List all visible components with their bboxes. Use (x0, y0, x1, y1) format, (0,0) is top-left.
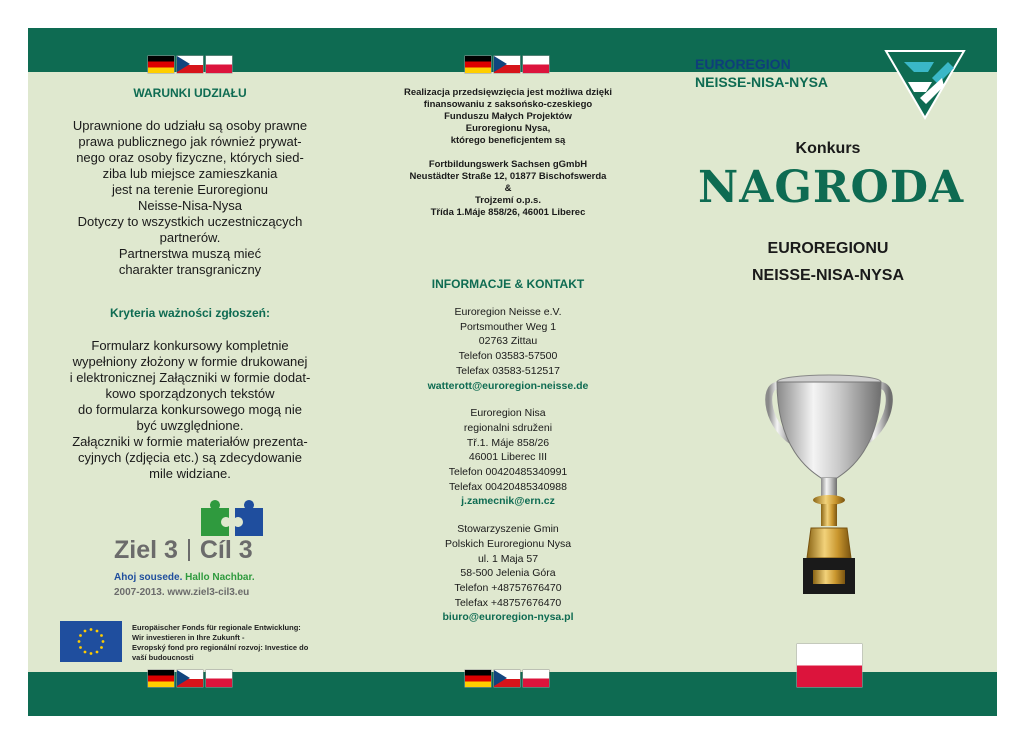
funding-line: którego beneficjentem są (450, 135, 566, 146)
subtitle-line1: EUROREGIONU (767, 240, 889, 257)
contact-line: ul. 1 Maja 57 (477, 552, 539, 565)
ziel3-url: 2007-2013. www.ziel3-cil3.eu (114, 587, 250, 598)
beneficiary-line: Třída 1.Máje 858/26, 46001 Liberec (430, 207, 586, 218)
eu-line: Wir investieren in Ihre Zukunft - (132, 633, 245, 642)
flag-de-icon (148, 670, 174, 687)
contact-line: 58-500 Jelenia Góra (460, 567, 556, 580)
flags-bottom-middle (465, 670, 549, 687)
contact-line: Tř.1. Máje 858/26 (466, 436, 550, 449)
funding-line: Funduszu Małych Projektów (444, 111, 572, 122)
subtitle (698, 235, 958, 289)
cil3-word: Cíl 3 (199, 536, 253, 564)
flags-top-middle (465, 56, 549, 73)
main-title: NAGRODA (698, 162, 965, 213)
criteria-line: do formularza konkursowego mogą nie (77, 402, 302, 417)
brochure-sheet (28, 28, 997, 716)
contact-line: Telefax 03583-512517 (456, 364, 560, 377)
left-column (50, 86, 330, 482)
beneficiary-text (378, 159, 638, 219)
org-name (695, 55, 828, 91)
eu-stars (60, 621, 122, 662)
flag-pl-large-icon (797, 644, 862, 687)
criteria-heading: Kryteria ważności zgłoszeń: (109, 306, 271, 320)
criteria-line: i elektronicznej Załączniki w formie dodat- (69, 370, 311, 385)
flag-de-icon (465, 670, 491, 687)
beneficiary-line: & (504, 183, 512, 194)
email-link-pl[interactable]: biuro@euroregion-nysa.pl (442, 611, 574, 624)
beneficiary-line: Trojzemí o.p.s. (475, 195, 541, 206)
puzzle-icon (197, 498, 277, 540)
conditions-text (50, 118, 330, 278)
email-link-cz[interactable]: j.zamecnik@ern.cz (461, 495, 555, 508)
contact-line: Telefon +48757676470 (454, 581, 562, 594)
contact-line: 02763 Zittau (478, 335, 538, 348)
contact-line: Telefon 00420485340991 (448, 466, 568, 479)
contact-line: Euroregion Neisse e.V. (454, 306, 562, 318)
org-line2: NEISSE-NISA-NYSA (695, 74, 829, 90)
contact-pl (378, 522, 638, 625)
contact-line: Telefon 03583-57500 (458, 350, 558, 363)
ziel3-wordmark (114, 536, 253, 565)
flag-pl-icon (206, 670, 232, 687)
eu-line: vaší budoucnosti (132, 653, 194, 662)
flag-pl-icon (206, 56, 232, 73)
criteria-line: być uwzględnione. (136, 418, 244, 433)
flags-top-left (148, 56, 232, 73)
contact-heading: INFORMACJE & KONTAKT (431, 277, 585, 291)
contact-line: Telefax 00420485340988 (449, 480, 567, 493)
slogan-de: Hallo Nachbar. (185, 572, 255, 583)
criteria-line: cyjnych (zdjęcia etc.) są zdecydowanie (78, 450, 302, 465)
ziel3-slogan (114, 572, 255, 583)
conditions-line: Uprawnione do udziału są osoby prawne (72, 118, 308, 133)
conditions-line: Dotyczy to wszystkich uczestniczących (77, 214, 303, 229)
middle-column (378, 87, 638, 625)
contact-line: Euroregion Nisa (470, 407, 546, 420)
contact-line: Portsmouther Weg 1 (459, 320, 557, 333)
criteria-line: mile widziane. (149, 466, 231, 481)
conditions-line: charakter transgraniczny (118, 262, 262, 277)
email-link-de[interactable]: watterott@euroregion-neisse.de (427, 379, 589, 392)
conditions-line: ziba lub miejsce zamieszkania (102, 166, 278, 181)
flag-cz-icon (177, 56, 203, 73)
org-line1: EUROREGION (695, 56, 791, 72)
contact-line: 46001 Liberec III (468, 451, 548, 464)
wordmark-divider (188, 539, 190, 561)
ziel3-logo (114, 498, 274, 603)
conditions-line: jest na terenie Euroregionu (111, 182, 269, 197)
criteria-line: wypełniony złożony w formie drukowanej (72, 354, 308, 369)
conditions-heading: WARUNKI UDZIAŁU (133, 86, 247, 100)
flag-cz-icon (494, 670, 520, 687)
flags-bottom-left (148, 670, 232, 687)
contact-line: Stowarzyszenie Gmin (457, 523, 559, 536)
contact-line: regionalni sdruženi (463, 421, 553, 434)
criteria-line: Załączniki w formie materiałów prezenta- (72, 434, 308, 449)
criteria-line: Formularz konkursowy kompletnie (91, 338, 289, 353)
eu-funding-text (132, 623, 332, 663)
contact-line: Polskich Euroregionu Nysa (444, 537, 572, 550)
flag-cz-icon (177, 670, 203, 687)
ziel3-word: Ziel 3 (114, 536, 178, 564)
conditions-line: Neisse-Nisa-Nysa (137, 198, 243, 213)
criteria-text (50, 338, 330, 482)
eu-line: Evropský fond pro regionální rozvoj: Investice do (132, 643, 309, 652)
eu-line: Europäischer Fonds für regionale Entwicklung: (132, 623, 301, 632)
flag-de-icon (465, 56, 491, 73)
funding-line: Euroregionu Nysa, (465, 123, 551, 134)
conditions-line: prawa publicznego jak również prywat- (78, 134, 302, 149)
eu-flag-icon (60, 621, 122, 662)
subtitle-line2: NEISSE-NISA-NYSA (751, 267, 905, 284)
beneficiary-line: Fortbildungswerk Sachsen gGmbH (428, 159, 588, 170)
contact-cz (378, 406, 638, 509)
euroregion-logo-icon (884, 48, 966, 120)
flag-cz-icon (494, 56, 520, 73)
slogan-cz: Ahoj sousede. (114, 572, 183, 583)
flag-pl-icon (523, 670, 549, 687)
flag-de-icon (148, 56, 174, 73)
conditions-line: nego oraz osoby fizyczne, których sied- (76, 150, 304, 165)
beneficiary-line: Neustädter Straße 12, 01877 Bischofswerda (409, 171, 607, 182)
contact-de (378, 305, 638, 393)
flag-pl-icon (523, 56, 549, 73)
conditions-line: Partnerstwa muszą mieć (118, 246, 262, 261)
trophy-icon (759, 358, 899, 594)
right-column (698, 140, 965, 289)
funding-line: Realizacja przedsięwzięcia jest możliwa dzięki (403, 87, 613, 98)
funding-line: finansowaniu z saksońsko-czeskiego (423, 99, 593, 110)
konkurs-label: Konkurs (795, 140, 861, 157)
contact-line: Telefax +48757676470 (454, 596, 562, 609)
criteria-line: kowo sporządzonych tekstów (105, 386, 275, 401)
conditions-line: partnerów. (159, 230, 221, 245)
funding-text (378, 87, 638, 147)
